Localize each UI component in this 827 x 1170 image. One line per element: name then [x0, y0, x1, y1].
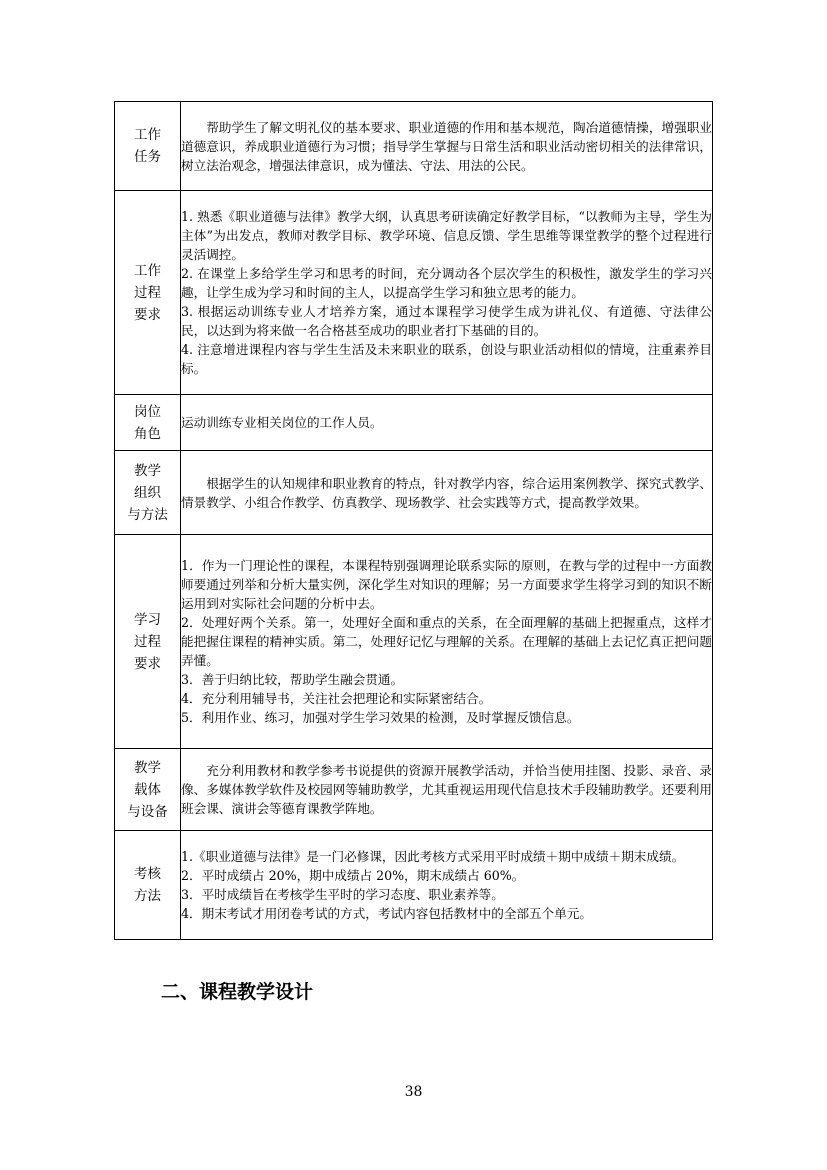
row-label-line: 角色	[134, 425, 161, 442]
content-paragraph: 3．平时成绩旨在考核学生平时的学习态度、职业素养等。	[181, 887, 504, 902]
table-row	[115, 831, 713, 940]
content-paragraph: 2．平时成绩占 20%，期中成绩占 20%，期末成绩占 60%。	[181, 868, 525, 883]
content-paragraph: 充分利用教材和教学参考书说提供的资源开展教学活动，并恰当使用挂图、投影、录音、录像、多媒体教学软件及校园网等辅助教学，尤其重视运用现代信息技术手段辅助教学。还要利用班会课、演讲会等德育课教学阵地。	[181, 763, 712, 816]
content-paragraph: 4．充分利用辅导书，关注社会把理论和实际紧密结合。	[181, 691, 492, 706]
content-paragraph: 1. 熟悉《职业道德与法律》教学大纲，认真思考研读确定好教学目标，“以教师为主导，学生为主体”为出发点，教师对教学目标、教学环境、信息反馈、学生思维等课堂教学的整个过程进行灵活调控。	[181, 209, 712, 262]
content-paragraph: 3. 根据运动训练专业人才培养方案，通过本课程学习使学生成为讲礼仪、有道德、守法律公民，以达到为将来做一名合格甚至成功的职业者打下基础的目的。	[181, 304, 712, 338]
row-label-line: 要求	[134, 306, 161, 323]
row-label-line: 要求	[134, 655, 161, 672]
row-label	[115, 749, 181, 831]
row-content	[181, 749, 713, 831]
row-label-line: 考核	[134, 866, 161, 882]
table-row	[115, 451, 713, 535]
content-paragraph: 3．善于归纳比较，帮助学生融会贯通。	[181, 672, 404, 687]
row-label-line: 岗位	[134, 403, 161, 420]
table-row	[115, 191, 713, 395]
table-row	[115, 395, 713, 451]
row-label-line: 工作	[134, 262, 161, 279]
table-row	[115, 749, 713, 831]
content-paragraph: 4. 注意增进课程内容与学生生活及未来职业的联系，创设与职业活动相似的情境，注重素养目标。	[181, 342, 712, 376]
content-paragraph: 帮助学生了解文明礼仪的基本要求、职业道德的作用和基本规范，陶冶道德情操，增强职业道德意识，养成职业道德行为习惯；指导学生掌握与日常生活和职业活动密切相关的法律常识，树立法治观念，增强法律意识，成为懂法、守法、用法的公民。	[181, 119, 712, 173]
row-label-line: 与设备	[127, 803, 168, 820]
row-label-line: 学习	[134, 611, 161, 628]
row-label	[115, 102, 181, 191]
row-content	[181, 831, 713, 940]
row-label	[115, 395, 181, 451]
content-paragraph: 1．作为一门理论性的课程，本课程特别强调理论联系实际的原则，在教与学的过程中一方面教师要通过列举和分析大量实例，深化学生对知识的理解；另一方面要求学生将学习到的知识不断运用到对实际社会问题的分析中去。	[181, 558, 712, 611]
row-label	[115, 451, 181, 535]
row-label-line: 过程	[134, 284, 161, 301]
row-content	[181, 395, 713, 451]
table-row	[115, 102, 713, 191]
row-content	[181, 535, 713, 749]
row-label	[115, 831, 181, 940]
row-label-line: 过程	[134, 633, 161, 650]
content-paragraph: 2．处理好两个关系。第一，处理好全面和重点的关系，在全面理解的基础上把握重点，这样才能把握住课程的精神实质。第二，处理好记忆与理解的关系。在理解的基础上去记忆真正把问题弄懂。	[181, 615, 712, 668]
row-label	[115, 535, 181, 749]
content-paragraph: 根据学生的认知规律和职业教育的特点，针对教学内容，综合运用案例教学、探究式教学、情景教学、小组合作教学、仿真教学、现场教学、社会实践等方式，提高教学效果。	[181, 475, 712, 510]
row-label-line: 教学	[134, 462, 161, 479]
row-label-line: 载体	[134, 781, 161, 798]
course-info-table	[114, 101, 713, 940]
section-title: 二、课程教学设计	[161, 981, 314, 1003]
row-label-line: 工作	[134, 127, 161, 143]
row-content	[181, 102, 713, 191]
page-number: 38	[404, 1084, 423, 1100]
row-content	[181, 191, 713, 395]
row-label-line: 教学	[134, 759, 161, 776]
content-paragraph: 4．期末考试才用闭卷考试的方式，考试内容包括教材中的全部五个单元。	[181, 906, 593, 921]
content-paragraph: 5．利用作业、练习，加强对学生学习效果的检测，及时掌握反馈信息。	[181, 710, 580, 725]
content-paragraph: 2. 在课堂上多给学生学习和思考的时间，充分调动各个层次学生的积极性，激发学生的学习兴趣，让学生成为学习和时间的主人，以提高学生学习和独立思考的能力。	[181, 266, 712, 300]
row-label-line: 组织	[134, 484, 161, 501]
table-row	[115, 535, 713, 749]
row-label-line: 与方法	[127, 506, 168, 523]
row-label-line: 方法	[134, 888, 161, 904]
content-paragraph: 1.《职业道德与法律》是一门必修课，因此考核方式采用平时成绩＋期中成绩＋期末成绩。	[181, 849, 685, 864]
row-content	[181, 451, 713, 535]
row-label	[115, 191, 181, 395]
row-label-line: 任务	[134, 149, 161, 165]
content-paragraph: 运动训练专业相关岗位的工作人员。	[181, 415, 383, 430]
